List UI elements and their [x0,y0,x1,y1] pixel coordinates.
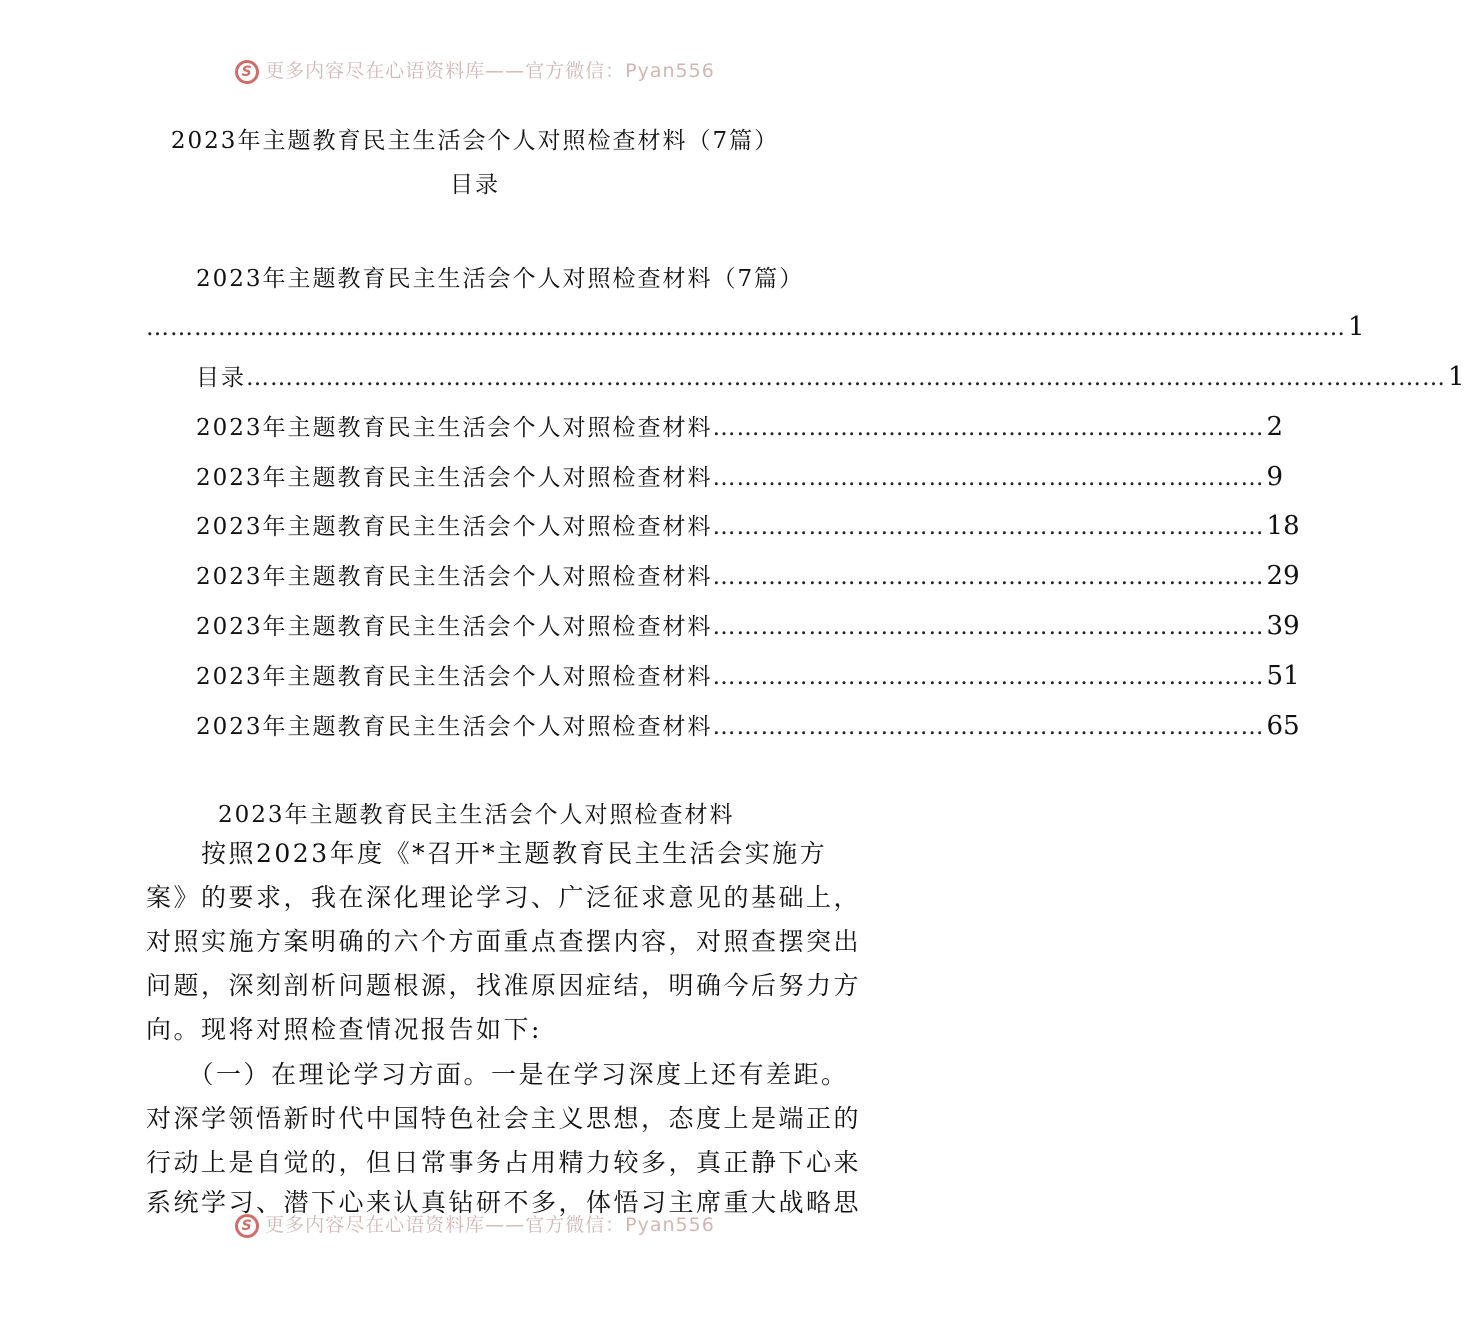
toc-dot-leader: …………………………………………………………… [712,514,1265,540]
body-text-line: （一）在理论学习方面。一是在学习深度上还有差距。 [146,1060,849,1089]
toc-entry[interactable] [196,709,1300,743]
toc-entry-label: 2023年主题教育民主生活会个人对照检查材料 [196,714,713,740]
watermark-top [0,56,950,84]
toc-page-number: 2 [1266,412,1284,442]
watermark-text: 更多内容尽在心语资料库——官方微信：Pyan556 [265,1214,715,1236]
toc-page-number: 51 [1266,661,1300,691]
toc-dot-leader: …………………………………………………………… [712,465,1265,491]
toc-dot-leader: …………………………………………………………… [712,614,1265,640]
toc-entry[interactable] [196,609,1300,643]
toc-page-number: 1 [1348,312,1365,342]
toc-entry-label: 2023年主题教育民主生活会个人对照检查材料 [196,514,713,540]
toc-dot-leader: …………………………………………………………… [712,664,1265,690]
toc-dot-leader: …………………………………………………………… [712,564,1265,590]
body-text-line: 行动上是自觉的，但日常事务占用精力较多，真正静下心来 [146,1148,862,1177]
watermark-logo: S [235,60,259,84]
toc-entry-label: 2023年主题教育民主生活会个人对照检查材料 [196,614,713,640]
toc-entry-label: 2023年主题教育民主生活会个人对照检查材料（7篇） [196,266,805,292]
toc-page-number: 65 [1266,711,1300,741]
watermark-text: 更多内容尽在心语资料库——官方微信：Pyan556 [265,60,715,82]
toc-entry[interactable] [196,460,1284,494]
body-text-line: 对深学领悟新时代中国特色社会主义思想，态度上是端正的 [146,1104,862,1133]
toc-page-number: 1 [1448,362,1465,392]
toc-entry[interactable] [196,559,1300,593]
watermark-bottom [0,1210,950,1238]
toc-entry-label: 2023年主题教育民主生活会个人对照检查材料 [196,664,713,690]
watermark-logo: S [235,1214,259,1238]
body-text-line: 向。现将对照检查情况报告如下: [146,1015,542,1044]
toc-page-number: 18 [1266,511,1300,541]
toc-entry[interactable] [196,410,1284,444]
body-text-line: 问题，深刻剖析问题根源，找准原因症结，明确今后努力方 [146,971,862,1000]
toc-entry[interactable] [196,659,1300,693]
body-text-line: 案》的要求，我在深化理论学习、广泛征求意见的基础上， [146,883,862,912]
toc-dot-leader: …………………………………………………………………………………………………………………………………… [246,365,1446,391]
toc-dot-leader: …………………………………………………………………………………………………………………………………… [146,315,1346,341]
section-title: 2023年主题教育民主生活会个人对照检查材料 [218,802,735,828]
document-subtitle: 目录 [450,172,500,198]
toc-page-number: 29 [1266,561,1300,591]
toc-page-number: 9 [1266,462,1284,492]
toc-page-number: 39 [1266,611,1300,641]
toc-dot-leader: …………………………………………………………… [712,415,1265,441]
toc-entry-label: 目录 [196,365,246,391]
body-text-line: 对照实施方案明确的六个方面重点查摆内容，对照查摆突出 [146,927,862,956]
toc-entry[interactable] [196,509,1300,543]
toc-entry-label: 2023年主题教育民主生活会个人对照检查材料 [196,465,713,491]
toc-entry-label: 2023年主题教育民主生活会个人对照检查材料 [196,415,713,441]
toc-entry[interactable] [196,360,1465,394]
body-text-line: 系统学习、潜下心来认真钻研不多，体悟习主席重大战略思 [146,1188,862,1217]
body-text-line: 按照2023年度《*召开*主题教育民主生活会实施方 [146,839,828,868]
toc-entry-first-leader[interactable] [146,310,1365,344]
toc-entry-label: 2023年主题教育民主生活会个人对照检查材料 [196,564,713,590]
document-title: 2023年主题教育民主生活会个人对照检查材料（7篇） [170,128,780,154]
toc-entry-first-label[interactable] [196,262,804,296]
toc-dot-leader: …………………………………………………………… [712,714,1265,740]
